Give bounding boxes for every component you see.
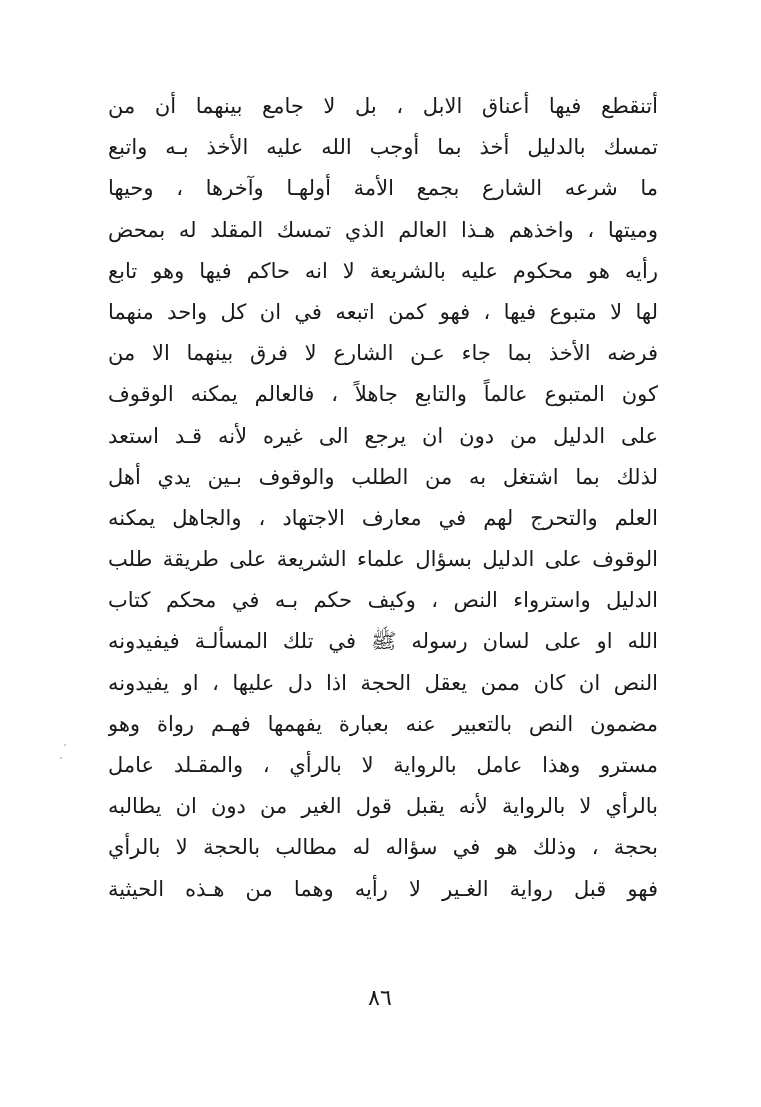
text-line: على الدليل من دون ان يرجع الى غيره لأنه قـد استعد: [108, 423, 658, 448]
text-line: كون المتبوع عالماً والتابع جاهلاً ، فالعالم يمكنه الوقوف: [108, 382, 658, 407]
text-line: الله او على لسان رسوله ﷺ في تلك المسألـة فيفيدونه: [108, 629, 658, 654]
text-line: لها لا متبوع فيها ، فهو كمن اتبعه في ان كل واحد منهما: [108, 299, 658, 324]
text-line: فهو قبل رواية الغـير لا رأيه وهما من هـذه الحيثية: [108, 876, 658, 901]
text-line: رأيه هو محكوم عليه بالشريعة لا انه حاكم فيها وهو تابع: [108, 258, 658, 283]
page-number: ٨٦: [368, 986, 392, 1011]
text-line: لذلك بما اشتغل به من الطلب والوقوف بـين يدي أهل: [108, 464, 658, 489]
text-line: أتنقطع فيها أعناق الابل ، بل لا جامع بينهما أن من: [108, 94, 658, 118]
text-line: العلم والتحرج لهم في معارف الاجتهاد ، والجاهل يمكنه: [108, 505, 658, 530]
text-line: الوقوف على الدليل بسؤال علماء الشريعة على طريقة طلب: [108, 547, 658, 572]
text-line: تمسك بالدليل أخذ بما أوجب الله عليه الأخذ بـه واتبع: [108, 135, 658, 160]
text-line: ما شرعه الشارع بجمع الأمة أولهـا وآخرها ، وحيها: [108, 176, 658, 201]
text-line: بالرأي لا بالرواية لأنه يقبل قول الغير من دون ان يطالبه: [108, 794, 658, 819]
text-line: فرضه الأخذ بما جاء عـن الشارع لا فرق بينهما الا من: [108, 341, 658, 366]
text-line: النص ان كان ممن يعقل الحجة اذا دل عليها ، او يفيدونه: [108, 670, 658, 695]
text-line: وميتها ، واخذهم هـذا العالم الذي تمسك المقلد له بمحض: [108, 217, 658, 242]
text-line: مضمون النص بالتعبير عنه بعبارة يفهمها فهـم رواة وهو: [108, 711, 658, 736]
text-line: الدليل واسترواء النص ، وكيف حكم بـه في محكم كتاب: [108, 588, 658, 613]
scan-speck: [64, 744, 66, 746]
body-text: [108, 86, 658, 910]
text-line: مسترو وهذا عامل بالرواية لا بالرأي ، والمقـلد عامل: [108, 753, 658, 777]
scan-speck: [60, 757, 62, 759]
text-line: بحجة ، وذلك هو في سؤاله له مطالب بالحجة لا بالرأي: [108, 835, 658, 860]
